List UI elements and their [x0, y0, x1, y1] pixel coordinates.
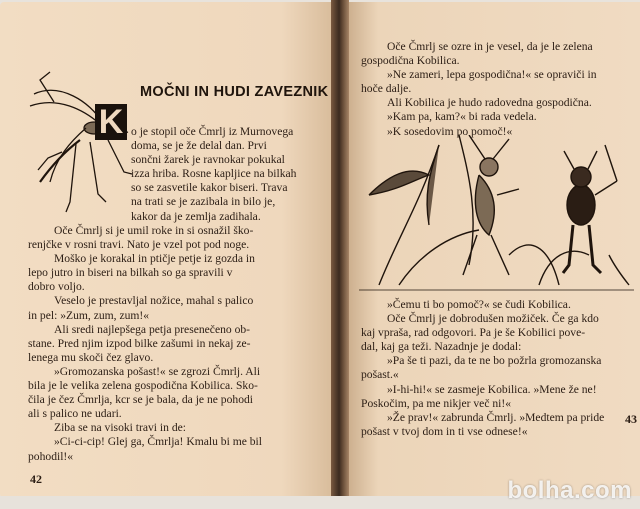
page-number: 42 — [30, 472, 42, 486]
text-line: »Gromozanska pošast!« se zgrozi Čmrlj. Ali — [54, 364, 261, 378]
paragraph-bottom — [361, 298, 637, 439]
text-line: gospodična Kobilica. — [361, 54, 460, 68]
chapter-title: MOČNI IN HUDI ZAVEZNIK — [140, 84, 329, 100]
book-gutter — [331, 0, 349, 509]
text-line: Oče Čmrlj si je umil roke in si osnažil ško- — [54, 224, 254, 237]
paragraph-top — [361, 40, 633, 139]
text-line: čila je čez Čmrlja, kcr se je bala, da je ne pohodi — [28, 393, 254, 407]
page-number: 43 — [625, 412, 637, 426]
text-line: Oče Čmrlj je dobrodušen možiček. Če ga kdo — [387, 312, 599, 326]
text-line: pošast v tvoj dom in ti vse odnese!« — [361, 424, 528, 438]
paragraph-body — [28, 224, 318, 464]
text-line: renjčke v rosni travi. Nato je vzel pot pod noge. — [28, 238, 250, 252]
text-line: Oče Čmrlj se ozre in je vesel, da je le zelena — [387, 40, 593, 53]
text-line: dal, kaj ga teži. Nazadnje je dodal: — [361, 340, 522, 354]
text-line: Poskočim, pa me nikjer več ni!« — [361, 396, 512, 410]
text-line: Ali sredi najlepšega petja presenečeno ob- — [54, 322, 251, 336]
text-line: kaj vpraša, rad odgovori. Pa je še Kobilici pove- — [361, 326, 586, 340]
text-line: hoče dalje. — [361, 82, 412, 96]
text-line: Ziba se na visoki travi in de: — [54, 421, 187, 435]
text-line: »K sosedovim po pomoč!« — [387, 124, 513, 138]
text-line: kakor da je zemlja zadihala. — [131, 209, 261, 223]
paragraph-intro-wrapped — [131, 125, 311, 224]
text-line: »Čemu ti bo pomoč?« se čudi Kobilica. — [387, 298, 571, 311]
text-line: »Ne zameri, lepa gospodična!« se opraviči in — [387, 68, 597, 82]
text-line: »Pa še ti pazi, da te ne bo požrla gromozanska — [387, 354, 602, 368]
right-page — [349, 2, 640, 498]
text-line: »Že prav!« zabrunda Čmrlj. »Medtem pa pride — [387, 410, 605, 424]
drop-cap: K — [95, 104, 127, 140]
text-line: izza hriba. Rosne kapljice na bilkah — [131, 167, 297, 181]
text-line: Ali Kobilica je hudo radovedna gospodična. — [387, 96, 592, 110]
text-line: dobro voljo. — [28, 280, 85, 294]
text-line: »Kam pa, kam?« bi rada vedela. — [387, 110, 537, 124]
text-line: pošast.« — [361, 368, 399, 382]
text-line: »Ci-ci-cip! Glej ga, Čmrlja! Kmalu bi me bil — [54, 435, 262, 449]
text-line: Veselo je prestavljal nožice, mahal s palico — [54, 294, 254, 308]
grasshopper-and-bumblebee-illustration — [359, 135, 634, 295]
text-line: o je stopil oče Čmrlj iz Murnovega — [131, 125, 294, 138]
watermark: bolha.com — [507, 477, 632, 504]
text-line: doma, se je že delal dan. Prvi — [131, 139, 267, 153]
text-line: sončni žarek je ravnokar pokukal — [131, 153, 285, 167]
text-line: in pel: »Zum, zum, zum!« — [28, 308, 150, 322]
text-line: bila je le velika zelena gospodična Kobilica. Sko- — [28, 379, 258, 393]
text-line: »I-hi-hi!« se zasmeje Kobilica. »Mene že ne! — [387, 382, 597, 396]
left-page — [0, 2, 331, 498]
text-line: stane. Pred njim izpod bilke zašumi in nekaj ze- — [28, 336, 251, 350]
text-line: lenega mu skoči čez glavo. — [28, 350, 154, 364]
text-line: Moško je korakal in ptičje petje iz gozda in — [54, 252, 255, 266]
text-line: so se zasvetile kakor biseri. Trava — [131, 181, 288, 195]
text-line: na trati se je zazibala in bilo je, — [131, 195, 276, 209]
text-line: pohodil!« — [28, 449, 74, 463]
text-line: lepo jutro in biseri na bilkah so ga spravili v — [28, 266, 233, 280]
text-line: ali s palico ne udari. — [28, 407, 122, 421]
